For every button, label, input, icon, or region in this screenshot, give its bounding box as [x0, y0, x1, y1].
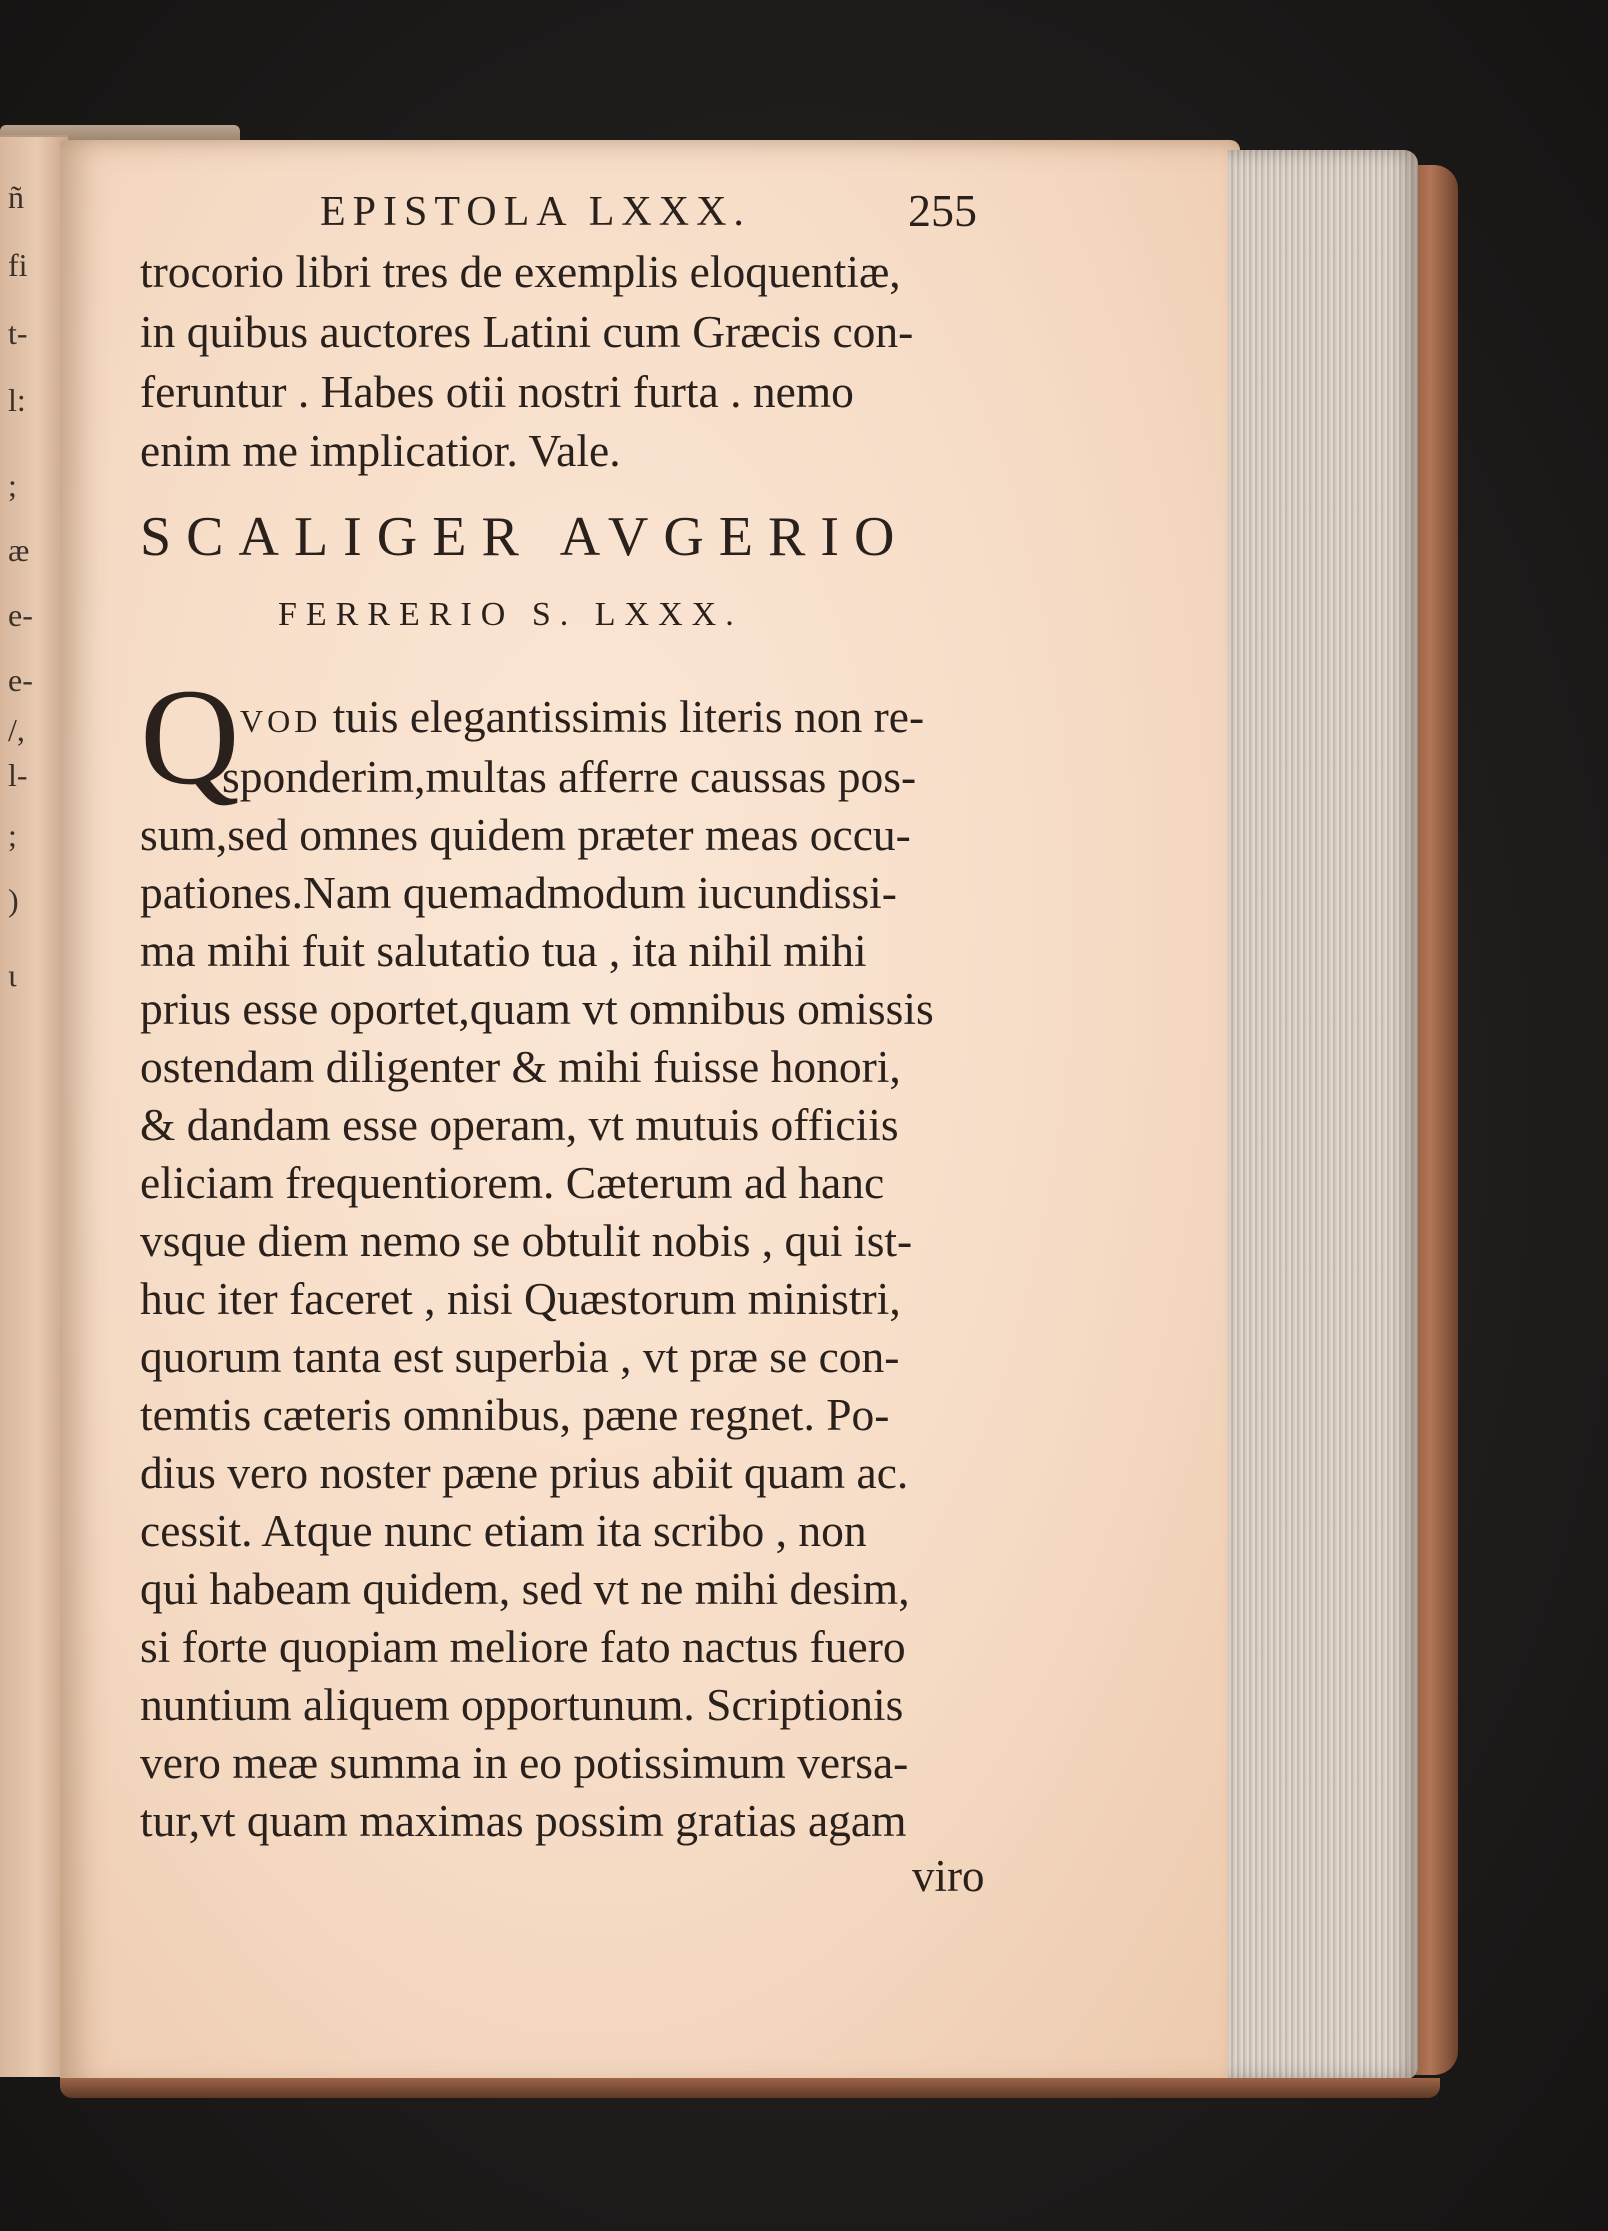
text-line: quorum tanta est superbia , vt præ se con- [140, 1331, 900, 1382]
text-line: in quibus auctores Latini cum Græcis con- [140, 306, 914, 357]
left-page-fragment: ; [8, 817, 17, 853]
left-page-fragment: e- [8, 597, 33, 633]
page-number: 255 [908, 185, 977, 236]
text-line: sum,sed omnes quidem præter meas occu- [140, 809, 911, 860]
left-page-fragment: l: [8, 382, 26, 418]
book-cover-bottom [60, 2078, 1440, 2098]
left-page-fragment: fi [8, 247, 28, 283]
running-header: EPISTOLA LXXX. [320, 189, 751, 235]
left-page-fragment: ) [8, 882, 19, 918]
left-page-fragment: l- [8, 757, 28, 793]
text-line: ostendam diligenter & mihi fuisse honori, [140, 1041, 901, 1092]
left-page-fragment: ; [8, 467, 17, 503]
opening-line-text: tuis elegantissimis literis non re- [321, 691, 925, 742]
text-line: tur,vt quam maximas possim gratias agam [140, 1795, 907, 1846]
left-page-fragment: e- [8, 662, 33, 698]
text-line: si forte quopiam meliore fato nactus fuero [140, 1621, 906, 1672]
left-page-fragment: ι [8, 957, 17, 993]
text-line: cessit. Atque nunc etiam ita scribo , non [140, 1505, 867, 1556]
text-line: enim me implicatior. Vale. [140, 425, 621, 476]
left-page-fragment: ñ [8, 179, 24, 215]
left-page-fragment: /, [8, 712, 25, 748]
page-stack-edges [1228, 150, 1418, 2080]
opening-smallcaps: VOD [240, 703, 322, 739]
text-line: huc iter faceret , nisi Quæstorum ministri, [140, 1273, 901, 1324]
text-line: ma mihi fuit salutatio tua , ita nihil mihi [140, 925, 867, 976]
text-line: qui habeam quidem, sed vt ne mihi desim, [140, 1563, 910, 1614]
text-line: temtis cæteris omnibus, pæne regnet. Po- [140, 1389, 890, 1440]
text-line: prius esse oportet,quam vt omnibus omissis [140, 983, 934, 1034]
left-page-edge [0, 135, 68, 2077]
text-line: trocorio libri tres de exemplis eloquentiæ, [140, 246, 901, 297]
text-line: sponderim,multas afferre caussas pos- [222, 751, 917, 802]
left-page-fragment: t- [8, 315, 28, 351]
text-line: nuntium aliquem opportunum. Scriptionis [140, 1679, 904, 1730]
text-line: vero meæ summa in eo potissimum versa- [140, 1737, 909, 1788]
letter-heading: SCALIGER AVGERIO [140, 506, 910, 568]
text-line: eliciam frequentiorem. Cæterum ad hanc [140, 1157, 885, 1208]
letter-subheading: FERRERIO S. LXXX. [278, 596, 743, 633]
text-line: pationes.Nam quemadmodum iucundissi- [140, 867, 897, 918]
text-line: vsque diem nemo se obtulit nobis , qui ist- [140, 1215, 913, 1266]
left-page-fragment: æ [8, 532, 30, 568]
text-line: & dandam esse operam, vt mutuis officiis [140, 1099, 899, 1150]
text-line: dius vero noster pæne prius abiit quam ac. [140, 1447, 909, 1498]
catchword: viro [912, 1851, 985, 1901]
drop-cap: Q [140, 660, 240, 813]
text-line: feruntur . Habes otii nostri furta . nemo [140, 366, 854, 417]
opening-line [240, 690, 924, 743]
